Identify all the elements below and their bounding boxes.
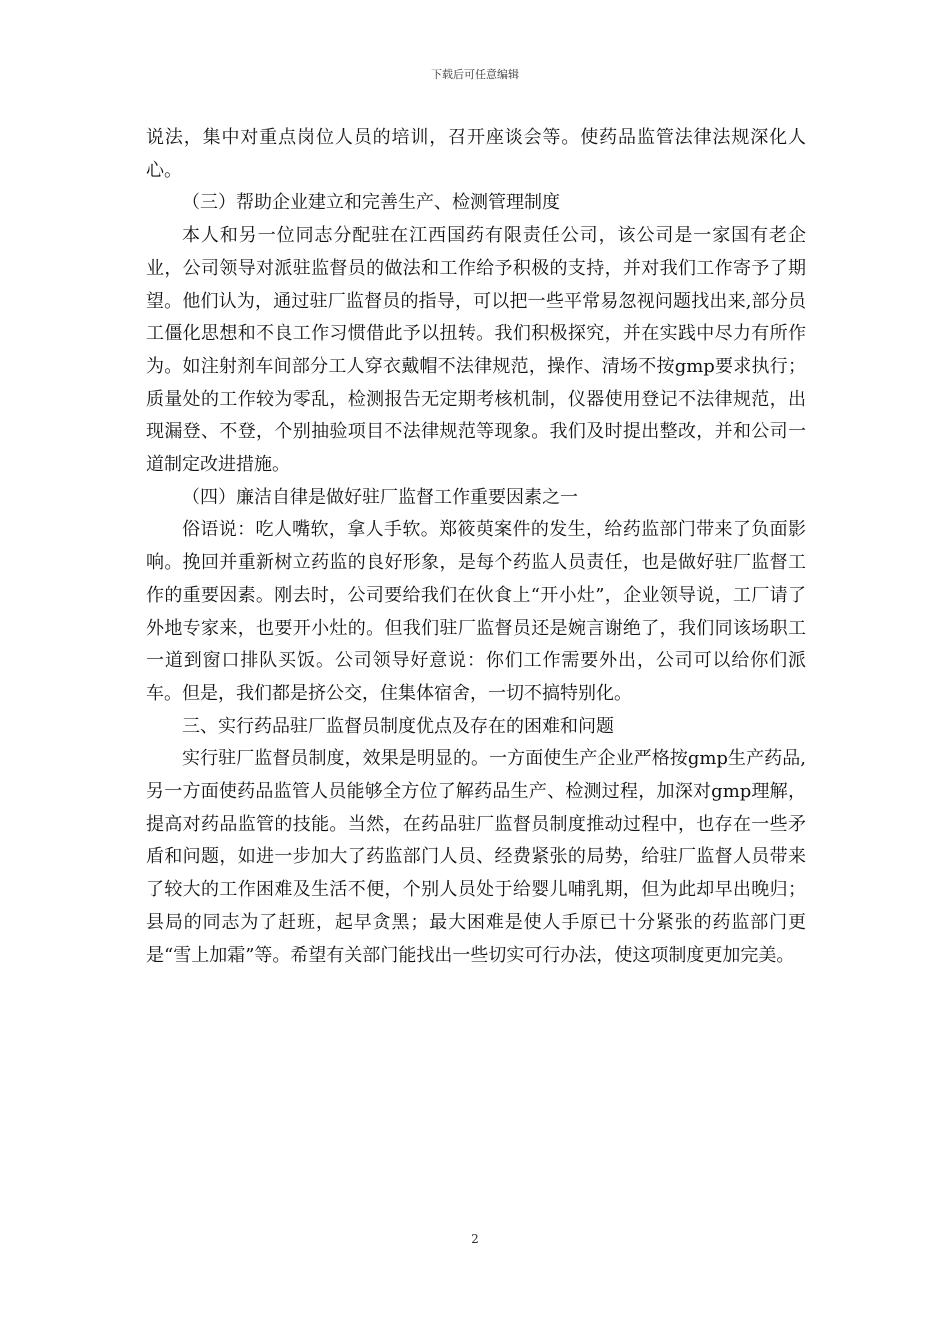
section-heading: （四）廉洁自律是做好驻厂监督工作重要因素之一 xyxy=(182,486,578,508)
paragraph: 说法，集中对重点岗位人员的培训，召开座谈会等。使药品监管法律法规深化人心。 xyxy=(146,127,806,181)
paragraph: 本人和另一位同志分配驻在江西国药有限责任公司，该公司是一家国有老企业，公司领导对派驻监督员的做法和工作给予积极的支持，并对我们工作寄予了期望。他们认为，通过驻厂监督员的指导，可以把一些平常易忽视问题找出来,部分员工僵化思想和不良工作习惯借此予以扭转。我们积极探究，并在实践中尽力有所作为。如注射剂车间部分工人穿衣戴帽不法律规范，操作、清场不按gmp要求执行；质量处的工作较为零乱，检测报告无定期考核机制，仪器使用登记不法律规范，出现漏登、不登，个别抽验项目不法律规范等现象。我们及时提出整改，并和公司一道制定改进措施。 xyxy=(146,225,806,476)
document-body xyxy=(146,122,806,972)
paragraph: 实行驻厂监督员制度，效果是明显的。一方面使生产企业严格按gmp生产药品,另一方面使药品监管人员能够全方位了解药品生产、检测过程，加深对gmp理解，提高对药品监管的技能。当然，在药品驻厂监督员制度推动过程中，也存在一些矛盾和问题，如进一步加大了药监部门人员、经费紧张的局势，给驻厂监督人员带来了较大的工作困难及生活不便，个别人员处于给婴儿哺乳期，但为此却早出晚归；县局的同志为了赶班，起早贪黑；最大困难是使人手原已十分紧张的药监部门更是“雪上加霜”等。希望有关部门能找出一些切实可行办法，使这项制度更加完美。 xyxy=(146,748,806,966)
paragraph: 俗语说：吃人嘴软，拿人手软。郑筱萸案件的发生，给药监部门带来了负面影响。挽回并重新树立药监的良好形象，是每个药监人员责任，也是做好驻厂监督工作的重要因素。刚去时，公司要给我们在伙食上“开小灶”，企业领导说，工厂请了外地专家来，也要开小灶的。但我们驻厂监督员还是婉言谢绝了，我们同该场职工一道到窗口排队买饭。公司领导好意说：你们工作需要外出，公司可以给你们派车。但是，我们都是挤公交，住集体宿舍，一切不搞特别化。 xyxy=(146,519,806,704)
section-heading: （三）帮助企业建立和完善生产、检测管理制度 xyxy=(182,192,560,214)
page-header: 下载后可任意编辑 xyxy=(431,68,519,81)
section-heading: 三、实行药品驻厂监督员制度优点及存在的困难和问题 xyxy=(182,715,614,737)
page-number: 2 xyxy=(471,1232,479,1246)
